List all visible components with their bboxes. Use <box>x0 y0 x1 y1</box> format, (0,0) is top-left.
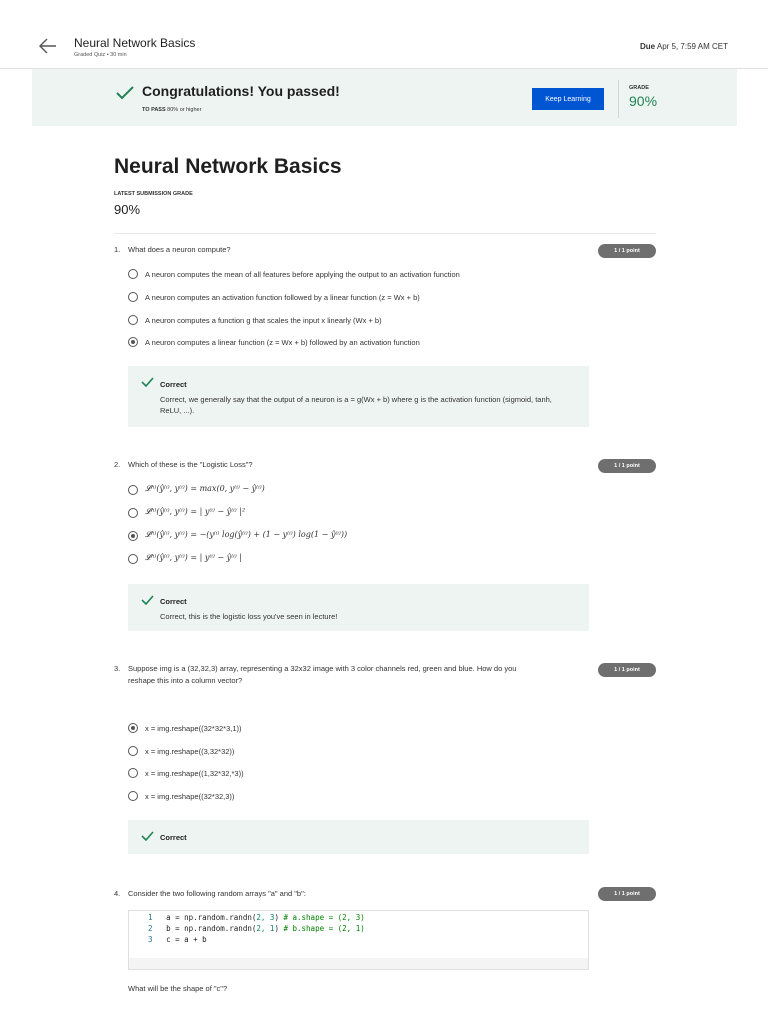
question-number: 2. <box>114 460 121 469</box>
code-comment: # a.shape = (2, 3) <box>283 913 365 922</box>
to-pass <box>142 107 201 113</box>
code-text: b = np.random.randn( <box>166 924 257 933</box>
question-number: 3. <box>114 664 121 673</box>
question-text: Consider the two following random arrays "a" and "b": <box>128 889 306 898</box>
answer-option[interactable]: A neuron computes an activation function followed by a linear function (z = Wx + b) <box>145 293 420 302</box>
to-pass-label: TO PASS <box>142 107 166 113</box>
radio-button[interactable] <box>128 315 138 325</box>
check-icon <box>116 86 134 100</box>
line-number: 1 <box>148 913 153 922</box>
divider <box>618 80 619 118</box>
feedback-box <box>128 584 589 631</box>
due-label: Due <box>639 42 656 51</box>
feedback-title: Correct <box>160 597 187 606</box>
feedback-body: Correct, this is the logistic loss you've seen in lecture! <box>160 612 338 621</box>
radio-button[interactable] <box>128 554 138 564</box>
back-arrow-icon[interactable] <box>38 36 58 56</box>
page-title: Neural Network Basics <box>114 155 342 178</box>
code-line <box>148 913 365 922</box>
answer-option[interactable]: 𝓛⁽ⁱ⁾(ŷ⁽ⁱ⁾, y⁽ⁱ⁾) = | y⁽ⁱ⁾ − ŷ⁽ⁱ⁾ |² <box>145 507 246 516</box>
code-text: a = np.random.randn( <box>166 913 257 922</box>
question-number: 4. <box>114 889 121 898</box>
check-icon <box>141 831 154 841</box>
code-close: ) <box>274 924 284 933</box>
code-comment: # b.shape = (2, 1) <box>283 924 365 933</box>
to-pass-value: 80% or higher <box>167 107 202 113</box>
answer-option[interactable]: A neuron computes the mean of all features before applying the output to an activation function <box>145 270 460 279</box>
radio-button-selected[interactable] <box>128 337 138 347</box>
question-text: Which of these is the "Logistic Loss"? <box>128 460 253 469</box>
radio-button[interactable] <box>128 508 138 518</box>
points-badge: 1 / 1 point <box>598 459 656 473</box>
check-icon <box>141 377 154 387</box>
radio-button[interactable] <box>128 269 138 279</box>
radio-button[interactable] <box>128 485 138 495</box>
banner-title: Congratulations! You passed! <box>142 83 340 99</box>
feedback-title: Correct <box>160 833 187 842</box>
keep-learning-button[interactable]: Keep Learning <box>532 88 604 110</box>
feedback-box <box>128 820 589 854</box>
radio-button[interactable] <box>128 791 138 801</box>
check-icon <box>141 595 154 605</box>
code-arg: 2, 3 <box>256 913 275 922</box>
top-bar <box>0 0 768 69</box>
radio-button[interactable] <box>128 292 138 302</box>
due-value: Apr 5, 7:59 AM CET <box>656 42 728 51</box>
answer-option[interactable]: 𝓛⁽ⁱ⁾(ŷ⁽ⁱ⁾, y⁽ⁱ⁾) = | y⁽ⁱ⁾ − ŷ⁽ⁱ⁾ | <box>145 553 242 562</box>
points-badge: 1 / 1 point <box>598 663 656 677</box>
question-text-line1: Suppose img is a (32,32,3) array, representing a 32x32 image with 3 color channels red, green and blue. How do you <box>128 664 517 673</box>
answer-option[interactable]: A neuron computes a function g that scales the input x linearly (Wx + b) <box>145 316 382 325</box>
latest-grade-value: 90% <box>114 202 141 217</box>
code-block-footer <box>129 958 588 969</box>
question-text: What does a neuron compute? <box>128 245 231 254</box>
code-line <box>148 935 207 944</box>
line-number: 2 <box>148 924 153 933</box>
code-line <box>148 924 365 933</box>
answer-option[interactable]: x = img.reshape((3,32*32)) <box>145 747 235 756</box>
feedback-body: Correct, we generally say that the output of a neuron is a = g(Wx + b) where g is the activation function (sigmoid, tanh, ReLU, ...). <box>160 395 552 415</box>
answer-option[interactable]: x = img.reshape((32*32,3)) <box>145 792 235 801</box>
answer-option[interactable]: 𝓛⁽ⁱ⁾(ŷ⁽ⁱ⁾, y⁽ⁱ⁾) = −(y⁽ⁱ⁾ log(ŷ⁽ⁱ⁾) + (1 − y⁽ⁱ⁾) log(1 − ŷ⁽ⁱ⁾)) <box>145 530 348 539</box>
divider <box>114 233 656 234</box>
line-number: 3 <box>148 935 153 944</box>
question-text-line2: reshape this into a column vector? <box>128 676 243 685</box>
answer-option[interactable]: x = img.reshape((32*32*3,1)) <box>145 724 242 733</box>
radio-button[interactable] <box>128 746 138 756</box>
grade-label: GRADE <box>629 85 649 91</box>
question-number: 1. <box>114 245 121 254</box>
code-arg: 2, 1 <box>256 924 275 933</box>
answer-option[interactable]: A neuron computes a linear function (z = Wx + b) followed by an activation function <box>145 338 420 347</box>
grade-value: 90% <box>629 93 658 109</box>
course-title[interactable]: Neural Network Basics <box>74 36 196 50</box>
radio-button-selected[interactable] <box>128 531 138 541</box>
feedback-title: Correct <box>160 380 187 389</box>
code-text: c = a + b <box>166 935 207 944</box>
latest-grade-label: LATEST SUBMISSION GRADE <box>114 191 193 197</box>
answer-option[interactable]: 𝓛⁽ⁱ⁾(ŷ⁽ⁱ⁾, y⁽ⁱ⁾) = max(0, y⁽ⁱ⁾ − ŷ⁽ⁱ⁾) <box>145 484 265 493</box>
question-followup: What will be the shape of "c"? <box>128 984 228 993</box>
points-badge: 1 / 1 point <box>598 887 656 901</box>
radio-button[interactable] <box>128 768 138 778</box>
answer-option[interactable]: x = img.reshape((1,32*32,*3)) <box>145 769 244 778</box>
radio-button-selected[interactable] <box>128 723 138 733</box>
code-close: ) <box>274 913 284 922</box>
due-date <box>640 42 728 51</box>
course-meta: Graded Quiz • 30 min <box>74 52 127 58</box>
points-badge: 1 / 1 point <box>598 244 656 258</box>
